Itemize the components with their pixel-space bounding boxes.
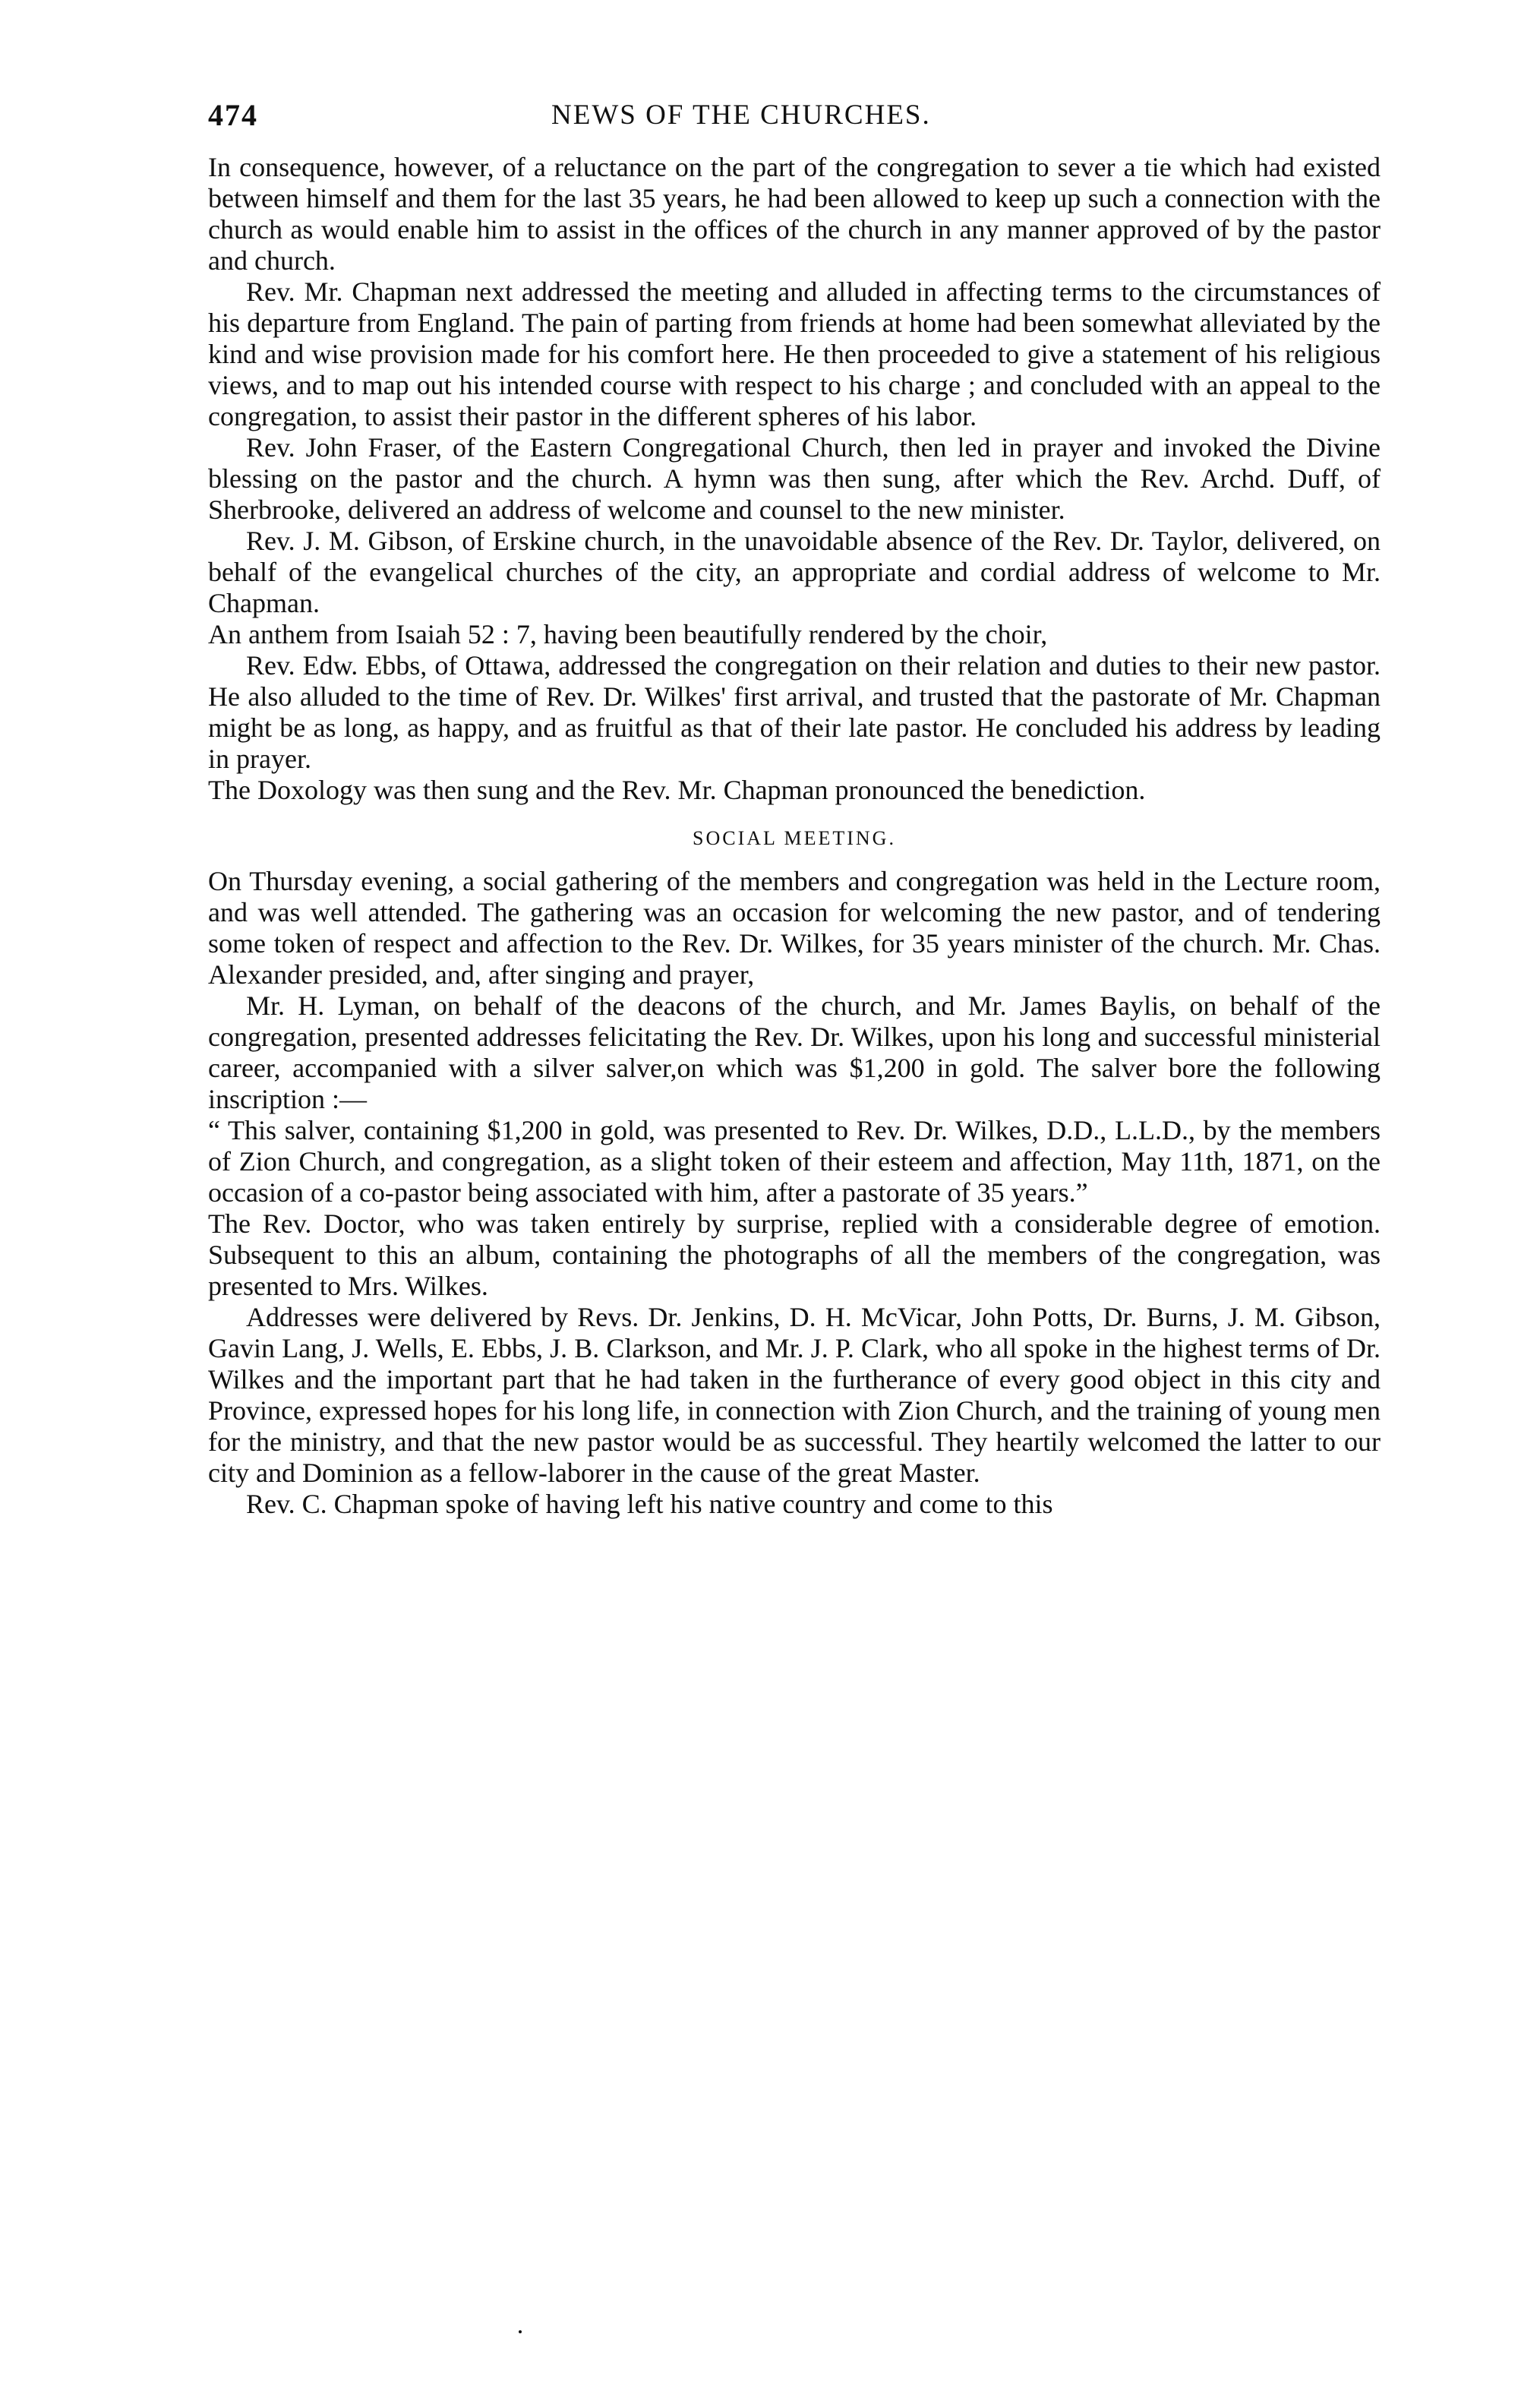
paragraph: Addresses were delivered by Revs. Dr. Jenkins, D. H. McVicar, John Potts, Dr. Burns, J. M. Gibson, Gavin Lang, J. Wells, E. Ebbs, J. B. Clarkson, and Mr. J. P. Clark, who all spoke in the highest terms of Dr. Wilkes and the important part that he had taken in the furtherance of every good object in this city and Province, expressed hopes for his long life, in connection with Zion Church, and the training of young men for the ministry, and that the new pastor would be as successful. They heartily welcomed the latter to our city and Dominion as a fellow-laborer in the cause of the great Master.: [208, 1302, 1381, 1488]
article-body: [208, 152, 1381, 1520]
running-title: NEWS OF THE CHURCHES.: [551, 100, 931, 131]
paragraph: The Doxology was then sung and the Rev. Mr. Chapman pronounced the benediction.: [208, 775, 1146, 805]
paragraph: Rev. Mr. Chapman next addressed the meeting and alluded in affecting terms to the circumstances of his departure from England. The pain of parting from friends at home had been somewhat alleviated by the kind and wise provision made for his comfort here. He then proceeded to give a statement of his religious views, and to map out his intended course with respect to his charge ; and concluded with an appeal to the congregation, to assist their pastor in the different spheres of his labor.: [208, 276, 1381, 431]
page-number: 474: [208, 98, 258, 132]
section-heading: SOCIAL MEETING.: [693, 827, 896, 849]
paragraph: An anthem from Isaiah 52 : 7, having been beautifully rendered by the choir,: [208, 619, 1048, 649]
paragraph: In consequence, however, of a reluctance on the part of the congregation to sever a tie which had existed between himself and them for the last 35 years, he had been allowed to keep up such a connection with the church as would enable him to assist in the offices of the church in any manner approved of by the pastor and church.: [208, 152, 1381, 276]
paragraph: Rev. J. M. Gibson, of Erskine church, in the unavoidable absence of the Rev. Dr. Taylor, delivered, on behalf of the evangelical churches of the city, an appropriate and cordial address of welcome to Mr. Chapman.: [208, 526, 1381, 618]
inscription-quotation: “ This salver, containing $1,200 in gold, was presented to Rev. Dr. Wilkes, D.D., L.L.D., by the members of Zion Church, and congregation, as a slight token of their esteem and affection, May 11th, 1871, on the occasion of a co-pastor being associated with him, after a pastorate of 35 years.”: [208, 1115, 1381, 1208]
paragraph: Mr. H. Lyman, on behalf of the deacons of the church, and Mr. James Baylis, on behalf of the congregation, presented addresses felicitating the Rev. Dr. Wilkes, upon his long and successful ministerial career, accompanied with a silver salver,on which was $1,200 in gold. The salver bore the following inscription :—: [208, 990, 1381, 1114]
paragraph: Rev. Edw. Ebbs, of Ottawa, addressed the congregation on their relation and duties to their new pastor. He also alluded to the time of Rev. Dr. Wilkes' first arrival, and trusted that the pastorate of Mr. Chapman might be as long, as happy, and as fruitful as that of their late pastor. He concluded his address by leading in prayer.: [208, 650, 1381, 774]
running-header: [208, 97, 1381, 152]
paragraph: Rev. C. Chapman spoke of having left his native country and come to this: [246, 1489, 1053, 1519]
paragraph: On Thursday evening, a social gathering of the members and congregation was held in the Lecture room, and was well attended. The gathering was an occasion for welcoming the new pastor, and of tendering some token of respect and affection to the Rev. Dr. Wilkes, for 35 years minister of the church. Mr. Chas. Alexander presided, and, after singing and prayer,: [208, 866, 1381, 990]
paragraph: The Rev. Doctor, who was taken entirely by surprise, replied with a considerable degree of emotion. Subsequent to this an album, containing the photographs of all the members of the congregation, was presented to Mrs. Wilkes.: [208, 1208, 1381, 1301]
footer-dot: [519, 2330, 522, 2333]
paragraph: Rev. John Fraser, of the Eastern Congregational Church, then led in prayer and invoked the Divine blessing on the pastor and the church. A hymn was then sung, after which the Rev. Archd. Duff, of Sherbrooke, delivered an address of welcome and counsel to the new minister.: [208, 432, 1381, 525]
